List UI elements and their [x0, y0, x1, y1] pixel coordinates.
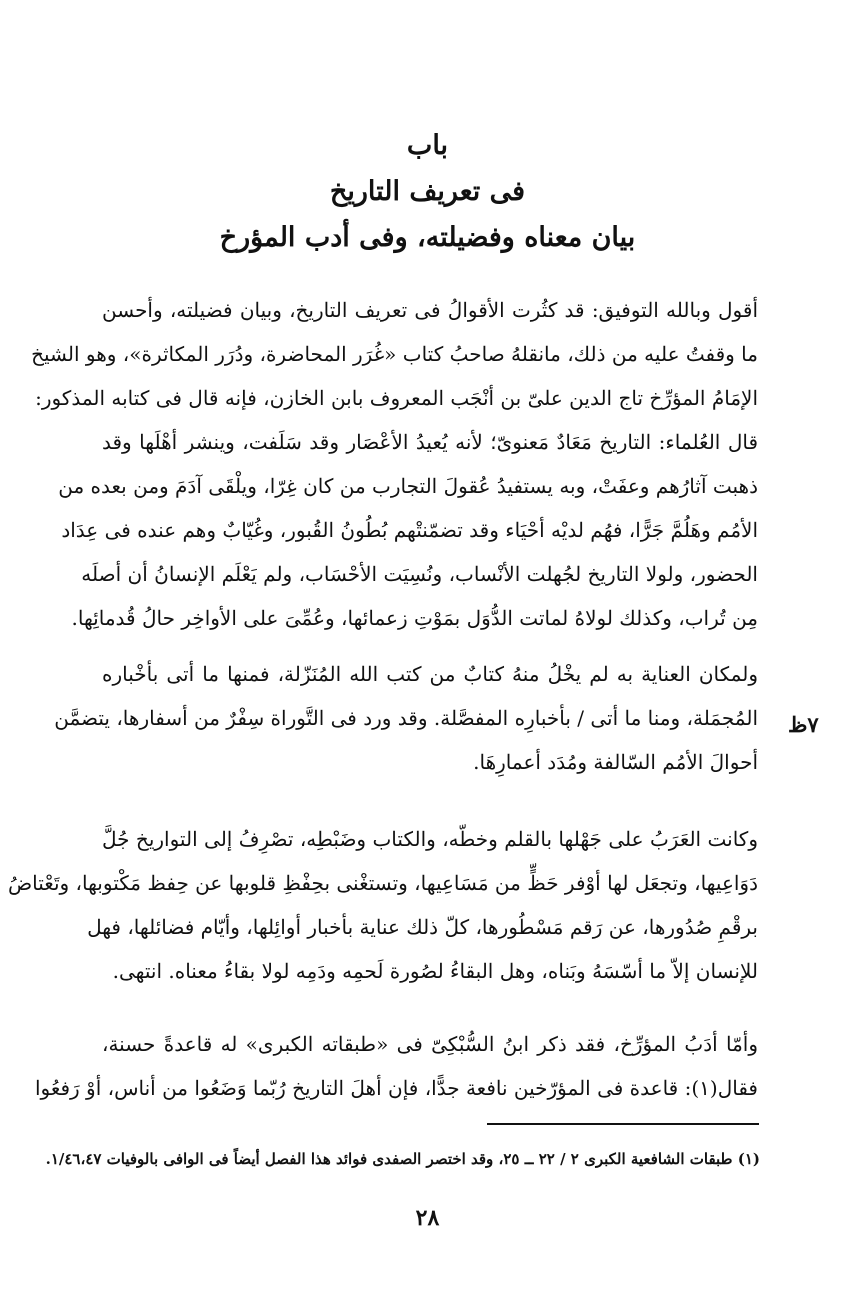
text-line: الحضور، ولولا التاريخ لجُهلت الأنْساب، ونُسِيَت الأحْسَاب، ولم يَعْلَم الإنسانُ أن أصلَه — [81, 562, 758, 586]
page-number: ٢٨ — [415, 1205, 440, 1231]
chapter-label: باب — [406, 130, 449, 161]
paragraph-1 — [31, 288, 758, 640]
text-line: دَوَاعِيها، وتجعَل لها أوْفر حَظٍّ من مَسَاعِيها، وتستغْنى بحِفْظِ قلوبها عن حِفظ مَكْتوبها، وتَعْتاضُ — [7, 871, 758, 895]
text-line: المُجمَلة، ومنا ما أتى / بأخبارِه المفصَّلة. وقد ورد فى التَّوراة سِفْرٌ من أسفارها، يتضمَّن — [54, 706, 758, 730]
chapter-subtitle: بيان معناه وفضيلته، وفى أدب المؤرخ — [219, 222, 636, 253]
text-line: وكانت العَرَبُ على جَهْلها بالقلم وخطّه، والكتاب وضَبْطِه، تصْرِفُ إلى التواريخ جُلَّ — [102, 827, 758, 851]
text-line: أحوالَ الأمُم السّالفة ومُدَد أعمارِهَا. — [473, 750, 758, 774]
text-line: الإمَامُ المؤرِّخ تاج الدين علىّ بن أنْجَب المعروف بابن الخازن، فإنه قال فى كتابه المذكور: — [35, 386, 758, 410]
text-line: الأمُم وهَلُمَّ جَرًّا، فهُم لديْه أحْيَاء وقد تضمّنتْهم بُطُونُ القُبور، وغُيّابٌ وهم عنده فى عِدَاد — [61, 518, 758, 542]
text-line: للإنسان إلاّ ما أسّسَهُ وبَناه، وهل البقاءُ لصُورة لَحمِه ودَمِه لولا بقاءُ معناه. انتهى. — [112, 959, 758, 983]
text-line: ولمكان العناية به لم يخْلُ منهُ كتابٌ من كتب الله المُنَزّلة، فمنها ما أتى بأخْباره — [102, 662, 758, 686]
text-line: وأمّا أدَبُ المؤرِّخ، فقد ذكر ابنُ السُّبْكِىّ فى «طبقاته الكبرى» له قاعدةً حسنة، — [102, 1032, 758, 1056]
text-line: برقْمِ صُدُورها، عن رَقم مَسْطُورها، كلّ ذلك عناية بأخبار أوائِلها، وأيّام فضائلها، فهل — [87, 915, 758, 939]
text-line: ما وقفتُ عليه من ذلك، مانقلهُ صاحبُ كتاب «غُرَر المحاضرة، ودُرَر المكاثرة»، وهو الشيخ — [31, 342, 758, 366]
paragraph-4 — [34, 1022, 758, 1110]
footnote-divider — [487, 1123, 759, 1125]
text-line: فقال(١): قاعدة فى المؤرّخين نافعة جدًّا، فإن أهلَ التاريخ رُبّما وَضَعُوا من أناس، أوْ رَفعُوا — [34, 1076, 758, 1100]
folio-marker: ٧ظ — [788, 712, 819, 737]
text-line: أقول وبالله التوفيق: قد كثُرت الأقوالُ فى تعريف التاريخ، وبيان فضيلته، وأحسن — [102, 298, 758, 322]
text-line: ذهبت آثارُهم وعفَتْ، وبه يستفيدُ عُقولَ التجارب من كان غِرّا، ويلْقَى آدَمَ ومن بعده من — [58, 474, 758, 498]
footnote: (١) طبقات الشافعية الكبرى ٢ / ٢٢ ــ ٢٥، وقد اختصر الصفدى فوائد هذا الفصل أيضاً فى الوافى بالوفيات ١/٤٦،٤٧. — [45, 1150, 760, 1168]
chapter-title: فى تعريف التاريخ — [329, 176, 526, 207]
paragraph-2 — [54, 652, 758, 784]
paragraph-3 — [7, 817, 758, 993]
text-line: مِن تُراب، وكذلك لولاهُ لماتت الدُّوَل بمَوْتِ زعمائها، وعُمِّىَ على الأواخِر حالُ قُدمائِها. — [71, 606, 758, 630]
text-line: قال العُلماء: التاريخ مَعَادٌ مَعنوىّ؛ لأنه يُعيدُ الأعْصَار وقد سَلَفت، وينشر أهْلَها وقد — [102, 430, 758, 454]
